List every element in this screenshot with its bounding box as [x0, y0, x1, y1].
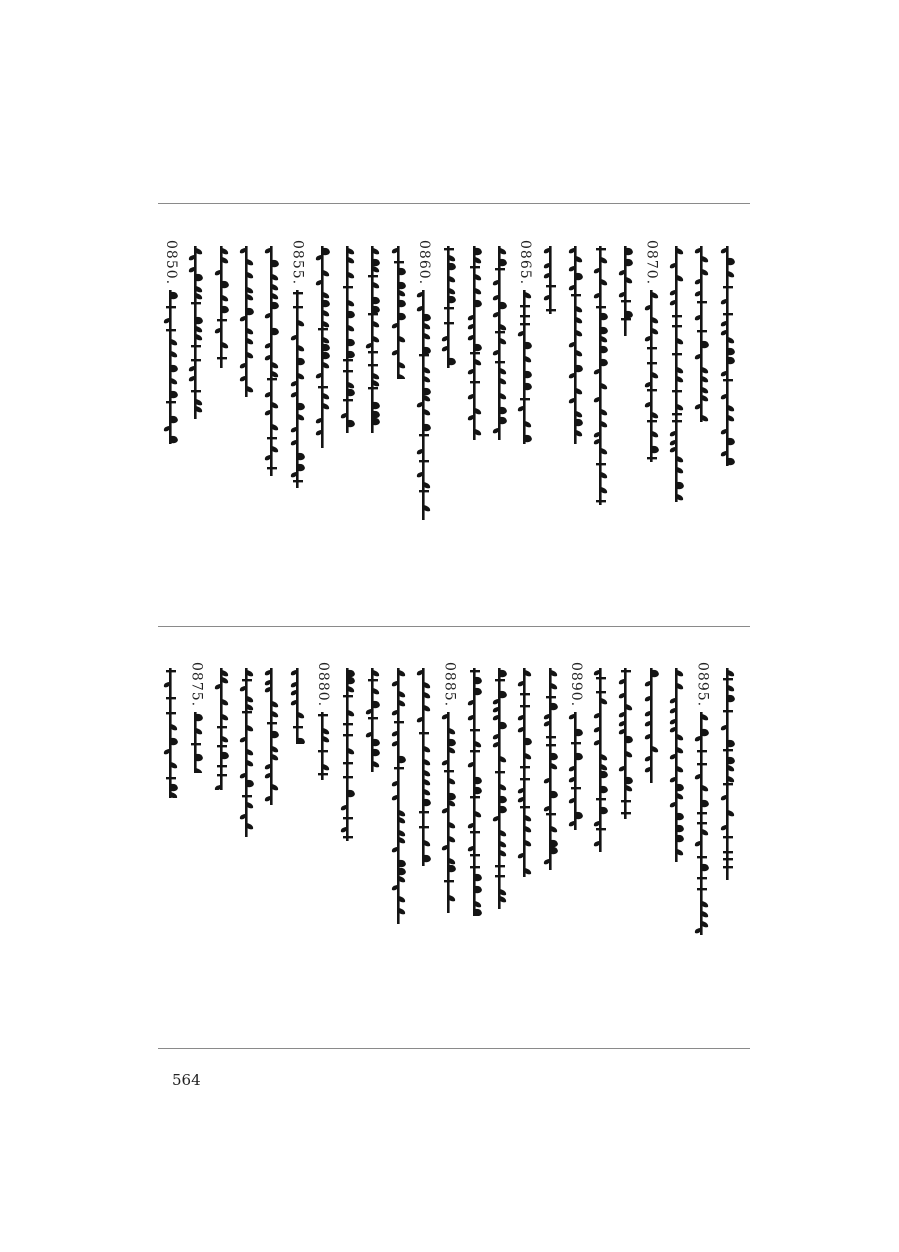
top-rule: [158, 203, 750, 204]
text-column: [211, 240, 233, 610]
text-column: [438, 240, 460, 610]
text-column: [691, 240, 713, 610]
mongolian-script-line: [643, 290, 661, 462]
text-column: [691, 662, 713, 1032]
mongolian-script-line: [491, 246, 509, 440]
text-column: [413, 662, 435, 1032]
mongolian-script-line: [592, 246, 610, 505]
text-column: [514, 662, 536, 1032]
text-column: [615, 240, 637, 610]
line-number: 0870.: [643, 240, 660, 286]
text-column: [337, 240, 359, 610]
mongolian-script-line: [440, 246, 458, 368]
text-column: [565, 662, 587, 1032]
text-column: [641, 240, 663, 610]
mongolian-script-line: [693, 246, 711, 422]
mongolian-script-line: [491, 668, 509, 909]
line-number: 0865.: [517, 240, 534, 286]
mongolian-script-line: [390, 246, 408, 379]
text-column: [666, 240, 688, 610]
line-number: 0850.: [163, 240, 179, 286]
mongolian-script-line: [187, 712, 205, 773]
mongolian-script-line: [364, 246, 382, 433]
mongolian-script-line: [238, 668, 256, 837]
mongolian-script-line: [314, 712, 332, 780]
text-column: [362, 240, 384, 610]
mongolian-script-line: [263, 668, 281, 805]
text-column: [236, 240, 258, 610]
text-column: [160, 662, 182, 1032]
text-column: [615, 662, 637, 1032]
mongolian-script-line: [162, 290, 180, 444]
text-column: [590, 240, 612, 610]
mongolian-script-line: [162, 668, 180, 798]
mongolian-script-line: [643, 668, 661, 783]
mongolian-script-line: [289, 668, 307, 744]
mongolian-script-line: [263, 246, 281, 476]
page-number: 564: [172, 1071, 201, 1089]
line-number: 0895.: [694, 662, 711, 708]
text-column: [540, 240, 562, 610]
mongolian-script-line: [542, 668, 560, 870]
line-number: 0890.: [567, 662, 584, 708]
text-column: [464, 240, 486, 610]
lower-text-block: [158, 662, 750, 1032]
text-column: [211, 662, 233, 1032]
mongolian-script-line: [668, 246, 686, 502]
upper-text-block: [158, 240, 750, 610]
line-number: 0885.: [441, 662, 458, 708]
mongolian-script-line: [693, 712, 711, 935]
mongolian-script-line: [567, 712, 585, 830]
text-column: [514, 240, 536, 610]
mongolian-script-line: [719, 246, 737, 466]
mongolian-script-line: [238, 246, 256, 397]
mongolian-script-line: [339, 668, 357, 841]
mongolian-script-line: [339, 246, 357, 433]
text-column: [312, 240, 334, 610]
text-column: [590, 662, 612, 1032]
mongolian-script-line: [390, 668, 408, 924]
text-column: [388, 662, 410, 1032]
text-column: [312, 662, 334, 1032]
text-column: [362, 662, 384, 1032]
mongolian-script-line: [314, 246, 332, 448]
text-column: [717, 662, 739, 1032]
text-column: [337, 662, 359, 1032]
mongolian-script-line: [289, 290, 307, 488]
mongolian-script-line: [542, 246, 560, 314]
text-column: [540, 662, 562, 1032]
mongolian-script-line: [617, 668, 635, 819]
text-column: [565, 240, 587, 610]
text-column: [666, 662, 688, 1032]
text-column: [185, 240, 207, 610]
text-column: [261, 240, 283, 610]
text-column: [489, 662, 511, 1032]
line-number: 0875.: [188, 662, 205, 708]
mongolian-script-line: [213, 668, 231, 790]
mongolian-script-line: [466, 246, 484, 440]
mongolian-script-line: [567, 246, 585, 444]
mongolian-script-line: [213, 246, 231, 368]
text-column: [489, 240, 511, 610]
text-column: [413, 240, 435, 610]
text-column: [287, 662, 309, 1032]
mongolian-script-line: [668, 668, 686, 862]
mongolian-script-line: [364, 668, 382, 772]
mongolian-script-line: [516, 290, 534, 444]
line-number: 0860.: [416, 240, 432, 286]
text-column: [261, 662, 283, 1032]
text-column: [287, 240, 309, 610]
text-column: [388, 240, 410, 610]
mongolian-script-line: [592, 668, 610, 852]
bottom-rule: [158, 1048, 750, 1049]
line-number: 0880.: [314, 662, 331, 708]
text-column: [464, 662, 486, 1032]
text-column: [160, 240, 182, 610]
mongolian-script-line: [187, 246, 205, 419]
mongolian-script-line: [719, 668, 737, 880]
text-column: [185, 662, 207, 1032]
mongolian-script-line: [617, 246, 635, 336]
text-column: [641, 662, 663, 1032]
mongolian-script-line: [516, 668, 534, 877]
text-column: [717, 240, 739, 610]
middle-rule: [158, 626, 750, 627]
mongolian-script-line: [415, 290, 433, 520]
mongolian-script-line: [466, 668, 484, 916]
text-column: [438, 662, 460, 1032]
text-column: [236, 662, 258, 1032]
mongolian-script-line: [440, 712, 458, 913]
line-number: 0855.: [289, 240, 306, 286]
mongolian-script-line: [415, 668, 433, 866]
